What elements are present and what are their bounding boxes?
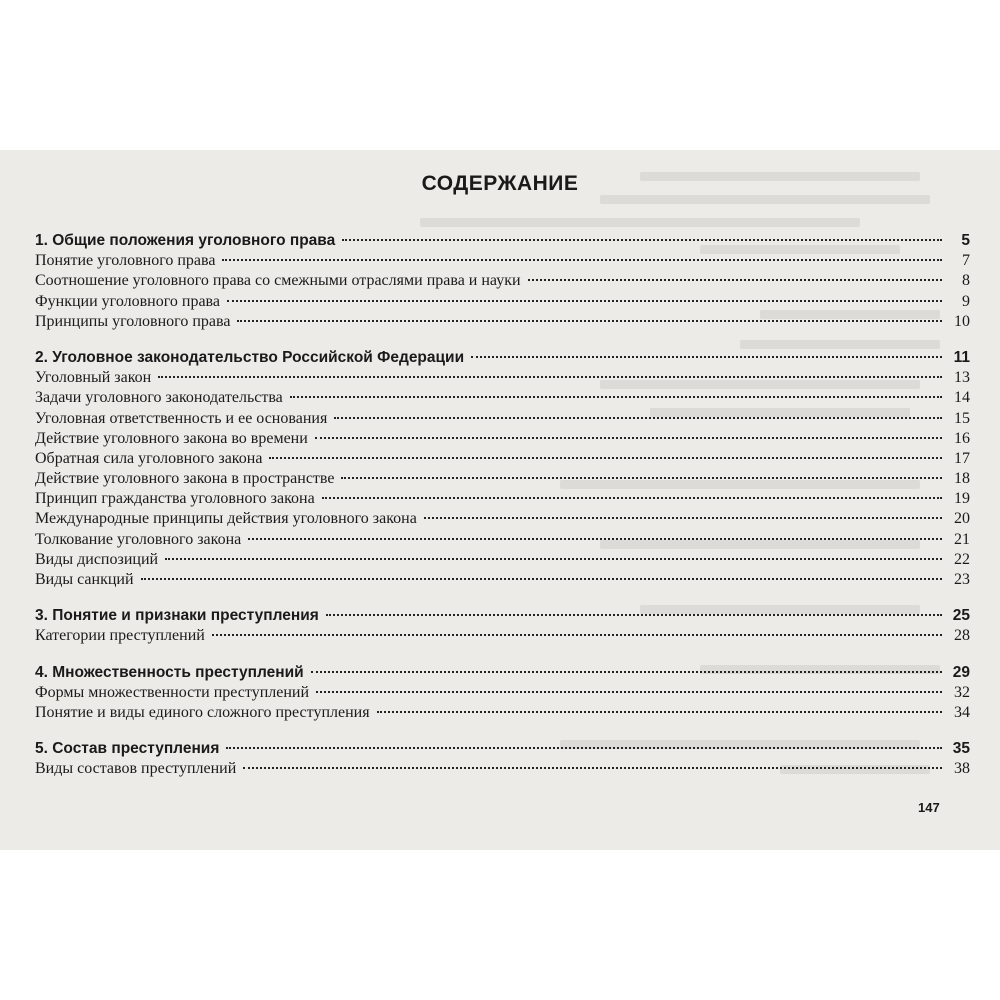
- toc-entry-title: Категории преступлений: [35, 627, 205, 645]
- dot-leader: [290, 396, 942, 398]
- dot-leader: [269, 457, 942, 459]
- page-title: СОДЕРЖАНИЕ: [421, 172, 579, 195]
- toc-entry[interactable]: [35, 312, 970, 332]
- toc-entry[interactable]: [35, 271, 970, 291]
- toc-entry-page-number: 8: [962, 272, 970, 290]
- toc-entry-page-number: 7: [962, 252, 970, 270]
- toc-entry-page-number: 23: [954, 571, 970, 588]
- toc-entry-title: Действие уголовного закона в пространстве: [35, 470, 335, 488]
- dot-leader: [471, 356, 942, 358]
- toc-chapter-page-number: 29: [952, 663, 970, 681]
- toc-entry-page-number: 16: [954, 429, 970, 447]
- toc-chapter-title: 3. Понятие и признаки преступления: [35, 607, 319, 625]
- toc-entry-title: Международные принципы действия уголовного закона: [35, 510, 417, 528]
- toc-entry-page-number: 38: [954, 760, 970, 778]
- dot-leader: [222, 259, 942, 261]
- toc-chapter-page-number: 35: [952, 740, 970, 758]
- toc-entry[interactable]: [35, 703, 970, 723]
- toc-entry-page-number: 28: [954, 627, 970, 645]
- dot-leader: [226, 747, 942, 749]
- toc-chapter[interactable]: [35, 663, 970, 683]
- dot-leader: [311, 671, 942, 673]
- dot-leader: [377, 711, 942, 713]
- dot-leader: [528, 279, 942, 281]
- toc-entry[interactable]: [35, 388, 970, 408]
- toc-entry-title: Функции уголовного права: [35, 292, 220, 310]
- toc-entry-page-number: 19: [954, 490, 970, 508]
- toc-entry-page-number: 32: [954, 683, 970, 701]
- toc-chapter-title: 5. Состав преступления: [35, 740, 220, 758]
- dot-leader: [165, 558, 942, 560]
- toc-entry-title: Принцип гражданства уголовного закона: [35, 490, 315, 508]
- page-number: 147: [918, 800, 940, 815]
- toc-entry-title: Уголовная ответственность и ее основания: [35, 409, 328, 427]
- toc-entry[interactable]: [35, 509, 970, 529]
- toc-entry[interactable]: [35, 429, 970, 449]
- toc-chapter[interactable]: [35, 231, 970, 251]
- toc-entry-page-number: 34: [954, 703, 970, 721]
- toc-entry[interactable]: [35, 368, 970, 388]
- toc-entry[interactable]: [35, 683, 970, 703]
- section-gap: [35, 723, 970, 739]
- toc-entry[interactable]: [35, 292, 970, 312]
- toc-entry-title: Понятие и виды единого сложного преступления: [35, 703, 370, 721]
- dot-leader: [243, 767, 942, 769]
- toc-entry[interactable]: [35, 759, 970, 779]
- toc-entry-page-number: 18: [954, 470, 970, 488]
- toc-entry-page-number: 14: [954, 389, 970, 407]
- dot-leader: [227, 300, 942, 302]
- toc-entry-title: Принципы уголовного права: [35, 312, 231, 330]
- toc-entry-title: Уголовный закон: [35, 369, 152, 387]
- dot-leader: [424, 517, 942, 519]
- toc-entry-page-number: 15: [954, 409, 970, 427]
- dot-leader: [158, 376, 942, 378]
- toc-entry-title: Соотношение уголовного права со смежными отраслями права и науки: [35, 272, 521, 290]
- toc-entry-title: Виды составов преступлений: [35, 760, 237, 778]
- dot-leader: [315, 437, 942, 439]
- toc-chapter-page-number: 25: [952, 607, 970, 625]
- dot-leader: [141, 578, 942, 580]
- dot-leader: [322, 497, 942, 499]
- toc-entry[interactable]: [35, 251, 970, 271]
- section-gap: [35, 647, 970, 663]
- toc-chapter-title: 4. Множественность преступлений: [35, 663, 304, 681]
- toc-entry-page-number: 10: [954, 312, 970, 330]
- toc-entry-page-number: 22: [954, 550, 970, 568]
- toc-chapter[interactable]: [35, 739, 970, 759]
- toc-entry-page-number: 17: [954, 449, 970, 467]
- toc-chapter-page-number: 11: [953, 348, 970, 366]
- dot-leader: [212, 634, 942, 636]
- dot-leader: [248, 538, 942, 540]
- dot-leader: [326, 614, 942, 616]
- toc-entry[interactable]: [35, 489, 970, 509]
- toc-chapter[interactable]: [35, 348, 970, 368]
- section-gap: [35, 332, 970, 348]
- toc-entry-title: Толкование уголовного закона: [35, 530, 242, 548]
- toc-entry-title: Понятие уголовного права: [35, 252, 216, 270]
- toc-entry[interactable]: [35, 409, 970, 429]
- toc-chapter-title: 2. Уголовное законодательство Российской Федерации: [35, 348, 465, 366]
- toc-entry-page-number: 13: [954, 369, 970, 387]
- toc-entry-title: Обратная сила уголовного закона: [35, 449, 263, 467]
- toc-chapter-page-number: 5: [961, 232, 970, 249]
- toc-chapter[interactable]: [35, 606, 970, 626]
- section-gap: [35, 590, 970, 606]
- toc-entry[interactable]: [35, 626, 970, 646]
- toc-entry-page-number: 9: [962, 292, 970, 310]
- dot-leader: [237, 320, 942, 322]
- toc-entry[interactable]: [35, 570, 970, 590]
- book-page: [0, 150, 1000, 850]
- toc-entry-page-number: 21: [954, 530, 970, 548]
- toc-entry-title: Формы множественности преступлений: [35, 683, 310, 701]
- toc-entry[interactable]: [35, 550, 970, 570]
- dot-leader: [316, 691, 942, 693]
- toc-chapter-title: 1. Общие положения уголовного права: [35, 232, 336, 249]
- toc-entry-title: Виды санкций: [35, 571, 134, 588]
- toc-entry[interactable]: [35, 530, 970, 550]
- toc-entry-title: Задачи уголовного законодательства: [35, 389, 283, 407]
- toc-entry-page-number: 20: [954, 510, 970, 528]
- toc-entry[interactable]: [35, 449, 970, 469]
- table-of-contents: [35, 231, 970, 780]
- toc-entry[interactable]: [35, 469, 970, 489]
- toc-entry-title: Действие уголовного закона во времени: [35, 429, 308, 447]
- dot-leader: [341, 477, 942, 479]
- toc-entry-title: Виды диспозиций: [35, 550, 159, 568]
- dot-leader: [334, 417, 942, 419]
- dot-leader: [342, 239, 942, 241]
